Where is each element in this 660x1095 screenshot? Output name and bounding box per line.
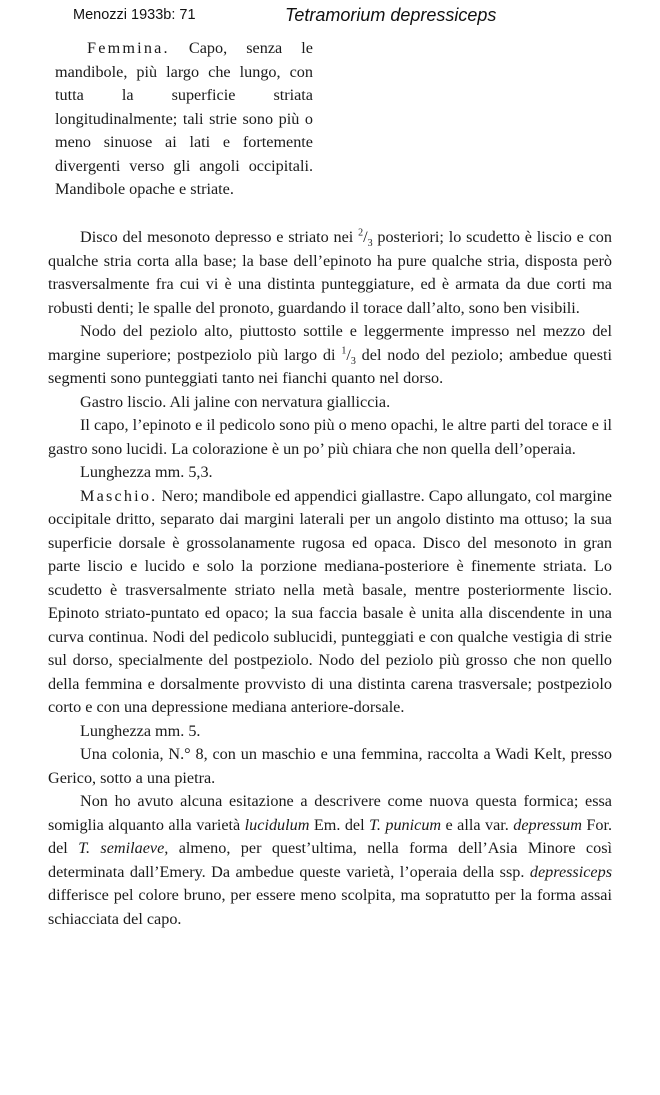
male-paragraph xyxy=(48,485,612,720)
species-title: Tetramorium depressiceps xyxy=(285,5,497,25)
taxon-name: T. punicum xyxy=(369,815,442,834)
paragraph-nodo: Nodo del peziolo alto, piuttosto sottile e leggermente impresso nel mezzo del margine superiore; postpeziolo più largo di $^1/_3$ del nodo del peziolo; ambedue questi segmenti sono punteggiati tanto nei fianchi quanto nel dorso. xyxy=(48,322,612,387)
paragraph-capo: Il capo, l’epinoto e il pedicolo sono più o meno opachi, le altre parti del torace e il gastro sono lucidi. La colorazione è un po’ più chiara che non quella dell’operaia. xyxy=(48,416,612,458)
paragraph-final xyxy=(48,790,612,931)
text-run: posteriori; lo scudetto è liscio e con qualche stria corta alla base; la base dell’epinoto ha pure qualche stria, disposta però trasversalmente fra cui vi è una distinta punteggiature, ed è armata da due corti ma robusti denti; le spalle del pronoto, guardando il torace dall’alto, sono ben visibili. xyxy=(48,228,612,317)
text-run: For. del xyxy=(48,815,612,857)
text-run: differisce pel colore bruno, per essere meno scolpita, ma sopratutto per la forma assai schiacciata del capo. xyxy=(48,886,612,928)
fraction-denominator: 3 xyxy=(350,355,356,367)
female-length: Lunghezza mm. 5,3. xyxy=(80,463,213,481)
text-run: Disco del mesonoto depresso e striato nei xyxy=(80,228,359,246)
text-run: almeno, per quest’ultima, nella forma dell’Asia Minore così determinata dall’Emery. Da ambedue queste varietà, l’operaia della ssp. xyxy=(48,839,613,881)
citation-header: Menozzi 1933b: 71 xyxy=(73,7,196,23)
taxon-name: depressum xyxy=(513,815,582,834)
female-description-column xyxy=(55,37,313,202)
male-length: Lunghezza mm. 5. xyxy=(80,721,201,740)
text-run: Non ho avuto alcuna esitazione a descrivere come nuova questa formica; essa somiglia alquanto alla varietà xyxy=(48,792,612,834)
text-run: Em. del xyxy=(309,815,370,834)
fraction-denominator: 3 xyxy=(367,238,373,250)
paragraph-gastro: Gastro liscio. Ali jaline con nervatura gialliccia. xyxy=(80,392,391,411)
male-text: Nero; mandibole ed appendici giallastre. Capo allungato, col margine occipitale dritto, separato dai margini laterali per un angolo distinto ma ottuso; la sua superficie dorsale è grossolanamente rugosa ed opaca. Disco del mesonoto in gran parte liscio e lucido e solo la porzione mediana-posteriore è finemente striata. Lo scudetto è trasversalmente striato nella metà basale, mentre posteriormente liscio. Epinoto striato-puntato ed opaco; la sua faccia basale è unita alla discendente in una curva continua. Nodi del pedicolo sublucidi, punteggiati e con qualche vestigia di strie sul dorso, specialmente del postpeziolo. Nodo del peziolo più grosso che non quello della femmina e dorsalmente provvisto di una distinta carena trasversale; postpeziolo corto e con una depressione mediana anteriore-dorsale. xyxy=(48,486,612,716)
page-body xyxy=(48,226,612,931)
fraction-numerator: 1 xyxy=(341,345,347,357)
taxon-name: T. semilaeve, xyxy=(78,839,169,857)
paragraph-colonia: Una colonia, N.° 8, con un maschio e una femmina, raccolta a Wadi Kelt, presso Gerico, sotto a una pietra. xyxy=(48,745,612,787)
taxon-name: depressiceps xyxy=(529,862,612,881)
taxon-name: lucidulum xyxy=(244,815,310,834)
text-run: del nodo del peziolo; ambedue questi segmenti sono punteggiati tanto nei fianchi quanto nel dorso. xyxy=(48,345,612,387)
fraction-numerator: 2 xyxy=(358,227,364,239)
paragraph-mesonoto: Disco del mesonoto depresso e striato nei $^2/_3$ posteriori; lo scudetto è liscio e con qualche stria corta alla base; la base dell’epinoto ha pure qualche stria, disposta però trasversalmente fra cui vi è una distinta punteggiature, ed è armata da due corti ma robusti denti; le spalle del pronoto, guardando il torace dall’alto, sono ben visibili. xyxy=(48,227,612,317)
text-run: Nodo del peziolo alto, piuttosto sottile e leggermente impresso nel mezzo del margine superiore; postpeziolo più largo di xyxy=(48,322,612,364)
female-paragraph xyxy=(55,37,313,202)
female-text: Capo, senza le mandibole, più largo che lungo, con tutta la superficie striata longitudinalmente; tali strie sono più o meno sinuose ai lati e fortemente divergenti verso gli angoli occipitali. Mandibole opache e striate. xyxy=(55,39,313,198)
female-label: Femmina. xyxy=(87,39,170,57)
text-run: e alla var. xyxy=(441,815,514,834)
male-label: Maschio. xyxy=(80,486,158,505)
